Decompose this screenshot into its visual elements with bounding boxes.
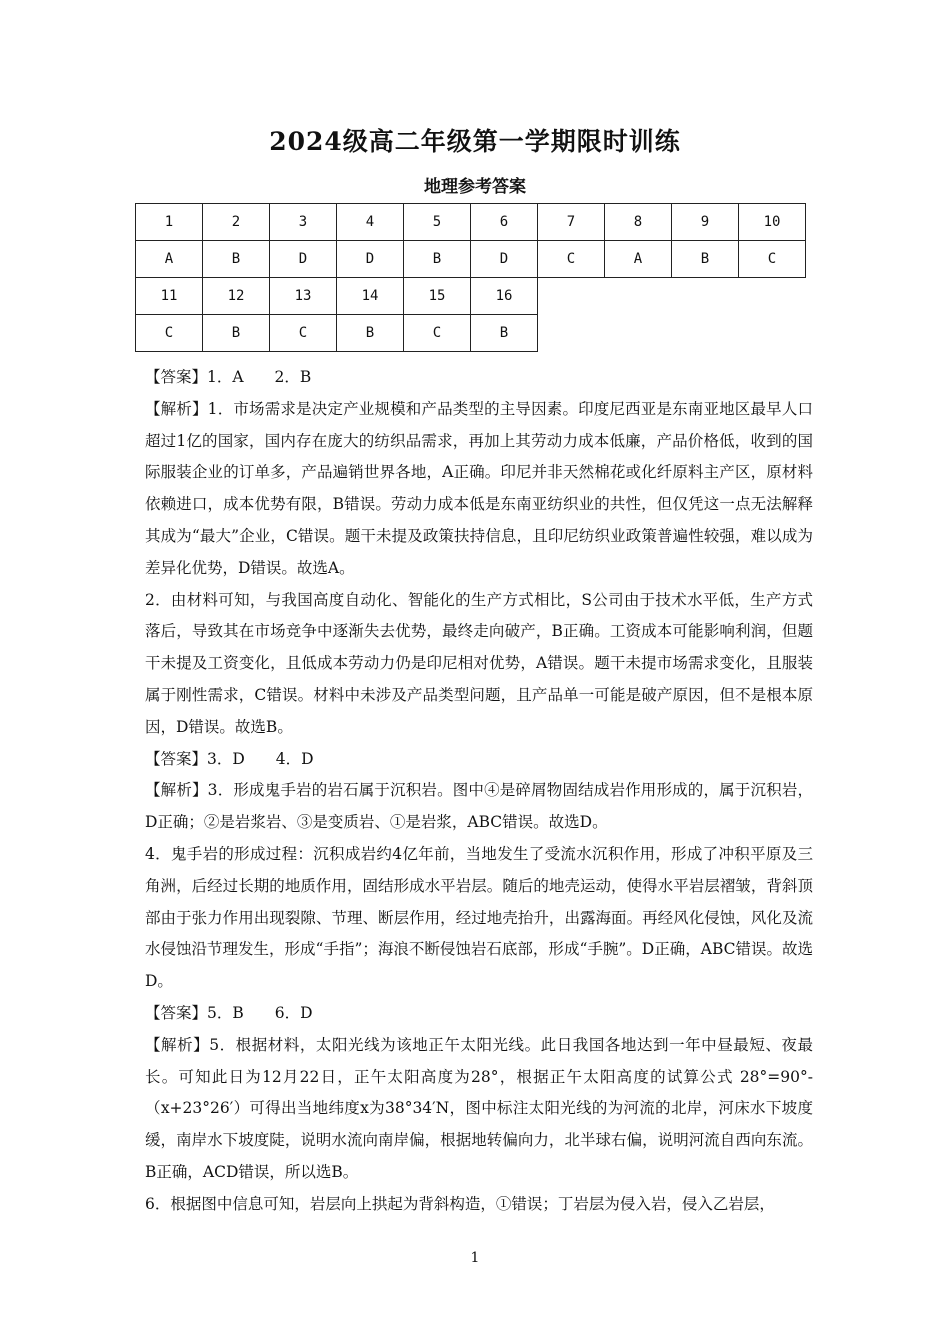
page-title: 2024级高二年级第一学期限时训练 xyxy=(269,127,681,156)
table-cell: D xyxy=(270,241,337,278)
table-cell: C xyxy=(538,241,605,278)
table-cell: 8 xyxy=(605,204,672,241)
explanation-paragraph: 2．由材料可知，与我国高度自动化、智能化的生产方式相比，S公司由于技术水平低，生产方式落后，导致其在市场竞争中逐渐失去优势，最终走向破产，B正确。工资成本可能影响利润，但题干未提及工资变化，且低成本劳动力仍是印尼相对优势，A错误。题干未提市场需求变化，且服装属于刚性需求，C错误。材料中未涉及产品类型问题，且产品单一可能是破产原因，但不是根本原因，D错误。故选B。 xyxy=(145,590,813,736)
empty-cell xyxy=(739,315,806,352)
table-cell: C xyxy=(136,315,203,352)
table-cell: B xyxy=(404,241,471,278)
table-cell: 9 xyxy=(672,204,739,241)
table-cell: 4 xyxy=(337,204,404,241)
explanation-paragraph: 6．根据图中信息可知，岩层向上拱起为背斜构造，①错误；丁岩层为侵入岩，侵入乙岩层， xyxy=(145,1194,775,1213)
table-cell: 3 xyxy=(270,204,337,241)
page-number: 1 xyxy=(470,1250,480,1266)
table-cell: 5 xyxy=(404,204,471,241)
table-cell: D xyxy=(337,241,404,278)
table-cell: 16 xyxy=(471,278,538,315)
table-row xyxy=(136,241,806,278)
table-cell: 14 xyxy=(337,278,404,315)
answer-line: 【答案】1．A 2．B xyxy=(145,368,312,386)
table-cell: 1 xyxy=(136,204,203,241)
table-cell: D xyxy=(471,241,538,278)
empty-cell xyxy=(605,278,672,315)
empty-cell xyxy=(672,315,739,352)
answer-line: 【答案】3．D 4．D xyxy=(145,749,314,768)
empty-cell xyxy=(672,278,739,315)
page-subtitle: 地理参考答案 xyxy=(424,177,526,197)
explanation-paragraph: 4．鬼手岩的形成过程：沉积成岩约4亿年前，当地发生了受流水沉积作用，形成了冲积平原及三角洲，后经过长期的地质作用，固结形成水平岩层。随后的地壳运动，使得水平岩层褶皱，背斜顶部由于张力作用出现裂隙、节理、断层作用，经过地壳抬升，出露海面。再经风化侵蚀，风化及流水侵蚀沿节理发生，形成“手指”；海浪不断侵蚀岩石底部，形成“手腕”。D正确，ABC错误。故选D。 xyxy=(145,844,813,991)
table-cell: C xyxy=(270,315,337,352)
table-cell: B xyxy=(203,241,270,278)
table-row xyxy=(136,278,806,315)
table-cell: A xyxy=(136,241,203,278)
empty-cell xyxy=(538,278,605,315)
table-cell: 6 xyxy=(471,204,538,241)
table-cell: 13 xyxy=(270,278,337,315)
table-cell: 2 xyxy=(203,204,270,241)
table-row xyxy=(136,315,806,352)
table-cell: B xyxy=(337,315,404,352)
table-row xyxy=(136,204,806,241)
table-cell: A xyxy=(605,241,672,278)
table-cell: B xyxy=(672,241,739,278)
answer-explanations xyxy=(145,362,813,1221)
table-cell: C xyxy=(739,241,806,278)
table-cell: B xyxy=(203,315,270,352)
answer-table xyxy=(135,203,806,352)
empty-cell xyxy=(605,315,672,352)
table-cell: 7 xyxy=(538,204,605,241)
empty-cell xyxy=(739,278,806,315)
table-cell: 15 xyxy=(404,278,471,315)
table-cell: 12 xyxy=(203,278,270,315)
empty-cell xyxy=(538,315,605,352)
table-cell: B xyxy=(471,315,538,352)
explanation-paragraph: 【解析】5．根据材料，太阳光线为该地正午太阳光线。此日我国各地达到一年中昼最短、夜最长。可知此日为12月22日，正午太阳高度为28°，根据正午太阳高度的试算公式 28°=90°-（x+23°26′）可得出当地纬度x为38°34′N，图中标注太阳光线的为河流的北岸，河床水下坡度缓，南岸水下坡度陡，说明水流向南岸偏，根据地转偏向力，北半球右偏，说明河流自西向东流。B正确，ACD错误，所以选B。 xyxy=(145,1035,813,1181)
answer-line: 【答案】5．B 6．D xyxy=(145,1003,313,1022)
table-cell: 11 xyxy=(136,278,203,315)
table-cell: C xyxy=(404,315,471,352)
explanation-paragraph: 【解析】3．形成鬼手岩的岩石属于沉积岩。图中④是碎屑物固结成岩作用形成的，属于沉积岩，D正确；②是岩浆岩、③是变质岩、①是岩浆，ABC错误。故选D。 xyxy=(145,781,813,832)
explanation-paragraph: 【解析】1．市场需求是决定产业规模和产品类型的主导因素。印度尼西亚是东南亚地区最早人口超过1亿的国家，国内存在庞大的纺织品需求，再加上其劳动力成本低廉，产品价格低，收到的国际服装企业的订单多，产品遍销世界各地，A正确。印尼并非天然棉花或化纤原料主产区，原材料依赖进口，成本优势有限，B错误。劳动力成本低是东南亚纺织业的共性，但仅凭这一点无法解释其成为“最大”企业，C错误。题干未提及政策扶持信息，且印尼纺织业政策普遍性较强，难以成为差异化优势，D错误。故选A。 xyxy=(145,399,813,577)
table-cell: 10 xyxy=(739,204,806,241)
